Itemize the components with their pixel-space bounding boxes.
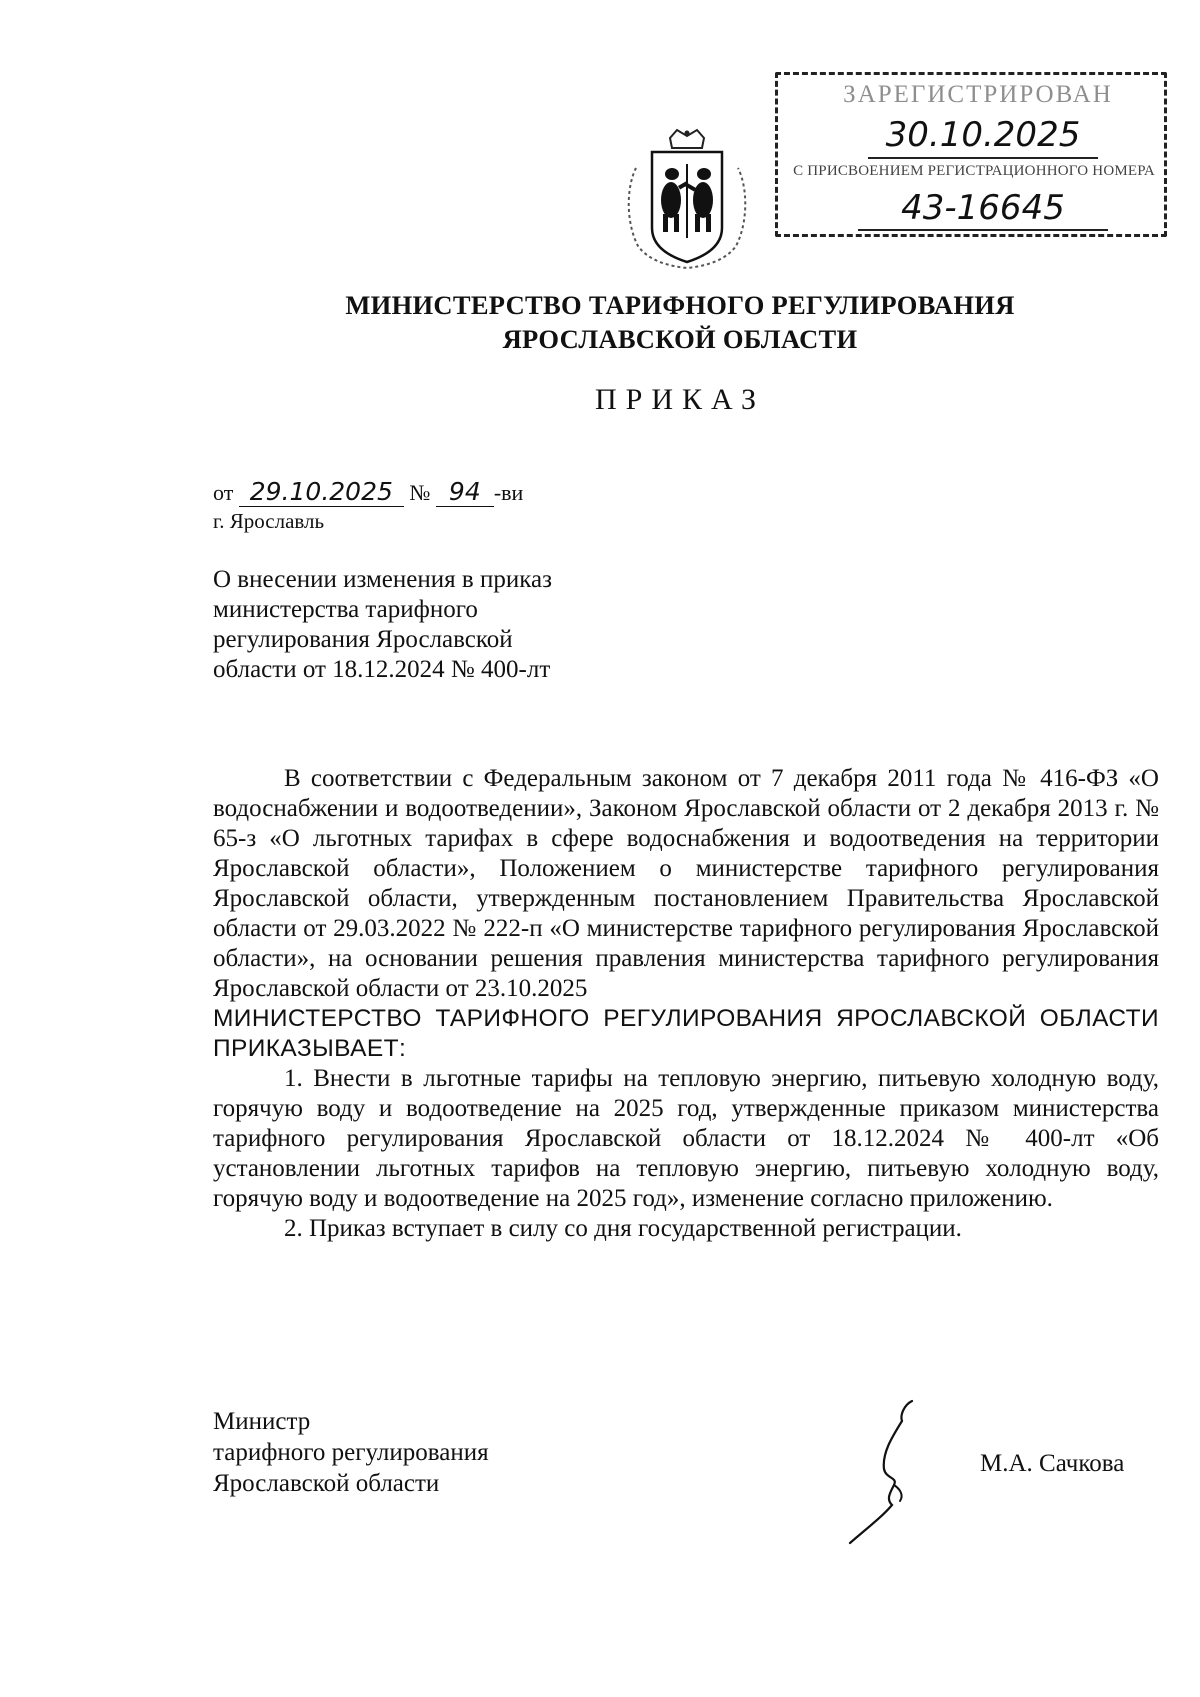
decree-statement: МИНИСТЕРСТВО ТАРИФНОГО РЕГУЛИРОВАНИЯ ЯРОСЛАВСКОЙ ОБЛАСТИ ПРИКАЗЫВАЕТ: xyxy=(213,1005,1159,1062)
registration-stamp xyxy=(775,72,1167,237)
order-item-2: 2. Приказ вступает в силу со дня государственной регистрации. xyxy=(284,1215,962,1242)
order-body xyxy=(213,764,1159,1244)
order-date: 29.10.2025 xyxy=(239,478,404,507)
order-subject xyxy=(213,565,633,685)
subject-line-4: области от 18.12.2024 № 400-лт xyxy=(213,656,551,683)
number-sign: № xyxy=(409,480,431,505)
city: г. Ярославль xyxy=(213,509,325,533)
stamp-header: ЗАРЕГИСТРИРОВАН xyxy=(843,81,1113,108)
order-number: 94 xyxy=(436,478,494,507)
stamp-registration-number: 43-16645 xyxy=(858,187,1108,231)
organization-name xyxy=(0,288,1200,356)
signer-title xyxy=(213,1406,613,1499)
order-date-line xyxy=(213,478,523,507)
coat-of-arms-icon xyxy=(622,128,752,270)
preamble-paragraph: В соответствии с Федеральным законом от 7 декабря 2011 года № 416-ФЗ «О водоснабжении и водоотведении», Законом Ярославской области от 2 декабря 2013 г. № 65-з «О льготных тарифах в сфере водоснабжения и водоотведения на территории Ярославской области», Положением о министерстве тарифного регулирования Ярославской области, утвержденным постановлением Правительства Ярославской области от 29.03.2022 № 222-п «О министерстве тарифного регулирования Ярославской области», на основании решения правления министерства тарифного регулирования Ярославской области от 23.10.2025 xyxy=(213,765,1159,1002)
signer-title-line-2: тарифного регулирования xyxy=(213,1439,489,1466)
subject-line-2: министерства тарифного xyxy=(213,596,478,623)
subject-line-1: О внесении изменения в приказ xyxy=(213,566,552,593)
organization-name-line-1: МИНИСТЕРСТВО ТАРИФНОГО РЕГУЛИРОВАНИЯ xyxy=(345,290,1015,320)
signer-title-line-1: Министр xyxy=(213,1408,311,1435)
order-number-suffix: -ви xyxy=(493,480,524,505)
signer-name: М.А. Сачкова xyxy=(980,1450,1125,1477)
organization-name-line-2: ЯРОСЛАВСКОЙ ОБЛАСТИ xyxy=(502,324,858,354)
date-prefix: от xyxy=(213,480,234,505)
stamp-caption: С ПРИСВОЕНИЕМ РЕГИСТРАЦИОННОГО НОМЕРА xyxy=(793,163,1155,179)
subject-line-3: регулирования Ярославской xyxy=(213,626,513,653)
document-type: ПРИКАЗ xyxy=(595,383,765,416)
stamp-registration-date: 30.10.2025 xyxy=(868,113,1098,159)
signer-title-line-3: Ярославской области xyxy=(213,1470,440,1497)
order-item-1: 1. Внести в льготные тарифы на тепловую энергию, питьевую холодную воду, горячую воду и водоотведение на 2025 год, утвержденные приказом министерства тарифного регулирования Ярославской области от 18.12.2024 № 400-лт «Об установлении льготных тарифов на тепловую энергию, питьевую холодную воду, горячую воду и водоотведение на 2025 год», изменение согласно приложению. xyxy=(213,1065,1159,1212)
handwritten-signature-icon xyxy=(842,1397,932,1547)
